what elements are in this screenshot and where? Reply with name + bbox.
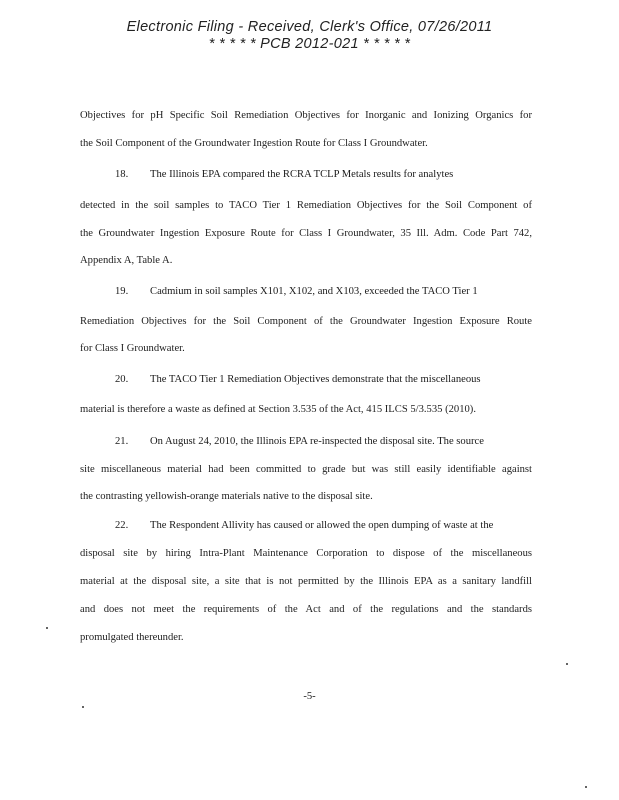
paragraph-22-line: material at the disposal site, a site that is not permitted by the Illinois EPA as a sanitary landfill bbox=[80, 576, 532, 587]
scan-speck bbox=[82, 706, 84, 708]
paragraph-20-line: material is therefore a waste as defined at Section 3.535 of the Act, 415 ILCS 5/3.535 (2010). bbox=[80, 404, 476, 415]
intro-line-2: the Soil Component of the Groundwater Ingestion Route for Class I Groundwater. bbox=[80, 138, 428, 149]
paragraph-18-number: 18. bbox=[115, 169, 129, 180]
paragraph-19-number: 19. bbox=[115, 286, 129, 297]
paragraph-18-first-line: The Illinois EPA compared the RCRA TCLP Metals results for analytes bbox=[150, 169, 454, 180]
paragraph-19-line: Remediation Objectives for the Soil Component of the Groundwater Ingestion Exposure Route bbox=[80, 316, 532, 327]
paragraph-22-first-line: The Respondent Allivity has caused or allowed the open dumping of waste at the bbox=[150, 520, 494, 531]
paragraph-18-line: detected in the soil samples to TACO Tier 1 Remediation Objectives for the Soil Component of bbox=[80, 200, 532, 211]
paragraph-21-first-line: On August 24, 2010, the Illinois EPA re-inspected the disposal site. The source bbox=[150, 436, 484, 447]
paragraph-19-first-line: Cadmium in soil samples X101, X102, and X103, exceeded the TACO Tier 1 bbox=[150, 286, 478, 297]
paragraph-22-line: promulgated thereunder. bbox=[80, 632, 184, 643]
scan-speck bbox=[46, 627, 48, 629]
page-number: -5- bbox=[303, 691, 316, 702]
paragraph-19-line: for Class I Groundwater. bbox=[80, 343, 185, 354]
paragraph-21-number: 21. bbox=[115, 436, 129, 447]
paragraph-21-line: the contrasting yellowish-orange materials native to the disposal site. bbox=[80, 491, 373, 502]
paragraph-22-line: and does not meet the requirements of the Act and of the regulations and the standards bbox=[80, 604, 532, 615]
paragraph-20-number: 20. bbox=[115, 374, 129, 385]
paragraph-18-line: Appendix A, Table A. bbox=[80, 255, 173, 266]
scan-speck bbox=[585, 786, 587, 788]
paragraph-21-line: site miscellaneous material had been committed to grade but was still easily identifiable against bbox=[80, 464, 532, 475]
paragraph-20-first-line: The TACO Tier 1 Remediation Objectives demonstrate that the miscellaneous bbox=[150, 374, 481, 385]
filing-stamp-line-1: Electronic Filing - Received, Clerk's Office, 07/26/2011 bbox=[126, 19, 493, 35]
scan-speck bbox=[566, 663, 568, 665]
paragraph-22-number: 22. bbox=[115, 520, 129, 531]
paragraph-18-line: the Groundwater Ingestion Exposure Route for Class I Groundwater, 35 Ill. Adm. Code Part 742, bbox=[80, 228, 532, 239]
intro-line-1: Objectives for pH Specific Soil Remediation Objectives for Inorganic and Ionizing Organics for bbox=[80, 110, 532, 121]
paragraph-22-line: disposal site by hiring Intra-Plant Maintenance Corporation to dispose of the miscellaneous bbox=[80, 548, 532, 559]
filing-stamp-line-2: * * * * * PCB 2012-021 * * * * * bbox=[208, 36, 411, 52]
